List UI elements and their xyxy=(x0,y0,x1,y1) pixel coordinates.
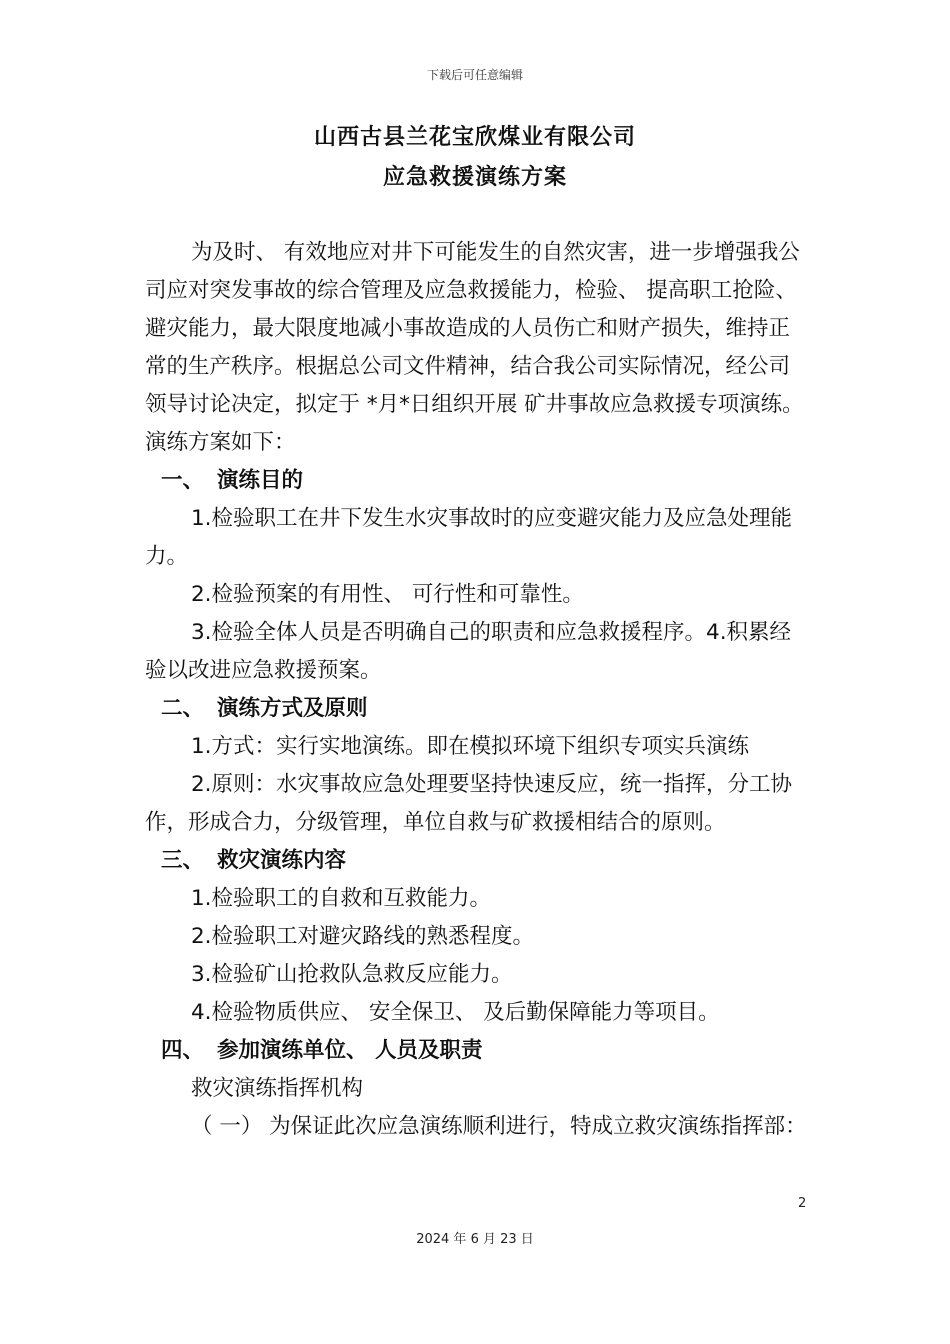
list-item: 1.检验职工的自救和互救能力。 xyxy=(191,886,492,911)
list-item: 救灾演练指挥机构 xyxy=(191,1076,364,1101)
list-item: 4.检验物质供应、 安全保卫、 及后勤保障能力等项目。 xyxy=(191,1000,720,1025)
document-body xyxy=(145,234,810,1146)
list-item: 1.方式：实行实地演练。即在模拟环境下组织专项实兵演练 xyxy=(191,734,750,759)
intro-paragraph: 为及时、 有效地应对井下可能发生的自然灾害，进一步增强我公司应对突发事故的综合管理及应急救援能力，检验、 提高职工抢险、 避灾能力，最大限度地减小事故造成的人员伤亡和财产损失，维持正常的生产秩序。根据总公司文件精神，结合我公司实际情况，经公司领导讨论决定，拟定于 *月*日组织开展 矿井事故应急救援专项演练。演练方案如下： xyxy=(145,240,804,455)
list-item: 2.检验职工对避灾路线的熟悉程度。 xyxy=(191,924,535,949)
section-heading-4: 四、 参加演练单位、 人员及职责 xyxy=(161,1038,483,1063)
header-note: 下载后可任意编辑 xyxy=(426,68,523,82)
section-heading-1: 一、 演练目的 xyxy=(161,468,304,493)
section-heading-3: 三、 救灾演练内容 xyxy=(161,848,347,873)
document-subtitle: 应急救援演练方案 xyxy=(382,165,567,190)
footer-date: 2024 年 6 月 23 日 xyxy=(416,1232,534,1247)
list-item: 2.检验预案的有用性、 可行性和可靠性。 xyxy=(191,582,584,607)
list-item: 3.检验全体人员是否明确自己的职责和应急救援程序。4.积累经验以改进应急救援预案。 xyxy=(145,620,792,683)
page-number: 2 xyxy=(798,1196,807,1211)
document-title: 山西古县兰花宝欣煤业有限公司 xyxy=(313,125,636,150)
list-item: 3.检验矿山抢救队急救反应能力。 xyxy=(191,962,513,987)
list-item: 2.原则：水灾事故应急处理要坚持快速反应，统一指挥，分工协作，形成合力，分级管理，单位自救与矿救援相结合的原则。 xyxy=(145,772,793,835)
section-heading-2: 二、 演练方式及原则 xyxy=(161,696,368,721)
list-item: 1.检验职工在井下发生水灾事故时的应变避灾能力及应急处理能力。 xyxy=(145,506,793,569)
list-item: （ 一） 为保证此次应急演练顺利进行，特成立救灾演练指挥部： xyxy=(191,1114,807,1139)
